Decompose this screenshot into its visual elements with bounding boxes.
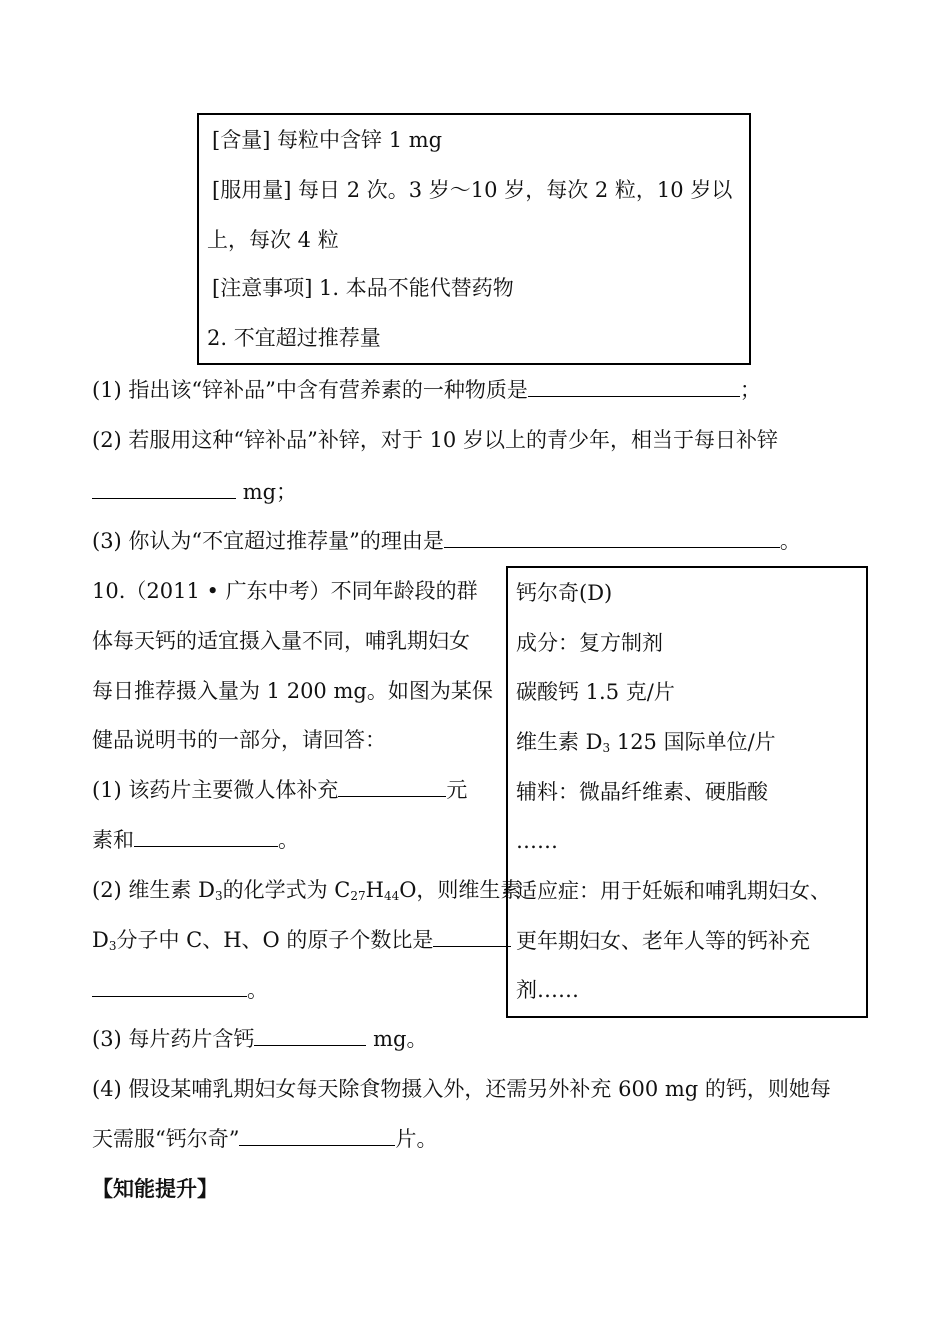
answer-blank[interactable]	[528, 376, 740, 397]
question-text: O，则维生素	[399, 878, 522, 902]
caltrate-ingredients: 成分：复方制剂	[516, 631, 663, 655]
subscript: 3	[602, 741, 611, 755]
question-text: 素和	[92, 828, 134, 852]
subscript: 27	[350, 889, 366, 903]
label-text: 维生素 D	[516, 730, 603, 754]
caltrate-indications: 适应症：用于妊娠和哺乳期妇女、	[516, 879, 831, 903]
subscript: 44	[383, 889, 400, 903]
question-9-part-3	[92, 526, 801, 556]
zinc-notes-line: [注意事项] 1. 本品不能代替药物	[212, 276, 514, 300]
caltrate-vitamin-d3	[516, 727, 776, 757]
zinc-notes-line2: 2. 不宜超过推荐量	[207, 326, 381, 350]
caltrate-ellipsis: ……	[516, 829, 558, 853]
zinc-dosage-line-cont: 上，每次 4 粒	[207, 228, 339, 252]
question-text: (2) 维生素 D	[92, 878, 215, 902]
punctuation: ；	[739, 378, 761, 402]
question-10-intro-line3: 每日推荐摄入量为 1 200 mg。如图为某保	[92, 679, 493, 703]
answer-blank[interactable]	[92, 478, 236, 499]
answer-blank[interactable]	[444, 527, 780, 548]
question-10-part-3	[92, 1024, 427, 1054]
question-text: (3) 你认为“不宜超过推荐量”的理由是	[92, 529, 444, 553]
question-9-part-2: (2) 若服用这种“锌补品”补锌，对于 10 岁以上的青少年，相当于每日补锌	[92, 428, 778, 452]
question-9-part-2-answer	[92, 477, 297, 507]
punctuation: 。	[247, 978, 268, 1002]
caltrate-indications-cont: 更年期妇女、老年人等的钙补充	[516, 929, 810, 953]
question-text: (1) 该药片主要微人体补充	[92, 778, 339, 802]
question-text: 分子中 C、H、O 的原子个数比是	[116, 928, 434, 952]
punctuation: 。	[779, 529, 801, 553]
subscript: 3	[108, 939, 117, 953]
answer-blank[interactable]	[433, 926, 511, 947]
question-10-part-2	[92, 875, 521, 905]
unit-label: mg；	[242, 480, 298, 504]
label-text: 125 国际单位/片	[610, 730, 776, 754]
answer-blank[interactable]	[338, 776, 446, 797]
question-10-part-2-answer	[92, 975, 268, 1005]
punctuation: 。	[278, 828, 299, 852]
question-text: 天需服“钙尔奇”	[92, 1127, 240, 1151]
answer-blank[interactable]	[134, 826, 278, 847]
answer-blank[interactable]	[239, 1125, 395, 1146]
zinc-content-line: [含量] 每粒中含锌 1 mg	[212, 128, 443, 152]
question-9-part-1	[92, 375, 761, 405]
subscript: 3	[214, 889, 223, 903]
question-10-part-1-cont	[92, 825, 299, 855]
question-text: 元	[446, 778, 468, 802]
question-10-intro-line1: 10.（2011 • 广东中考）不同年龄段的群	[92, 579, 478, 603]
question-10-intro-line2: 体每天钙的适宜摄入量不同，哺乳期妇女	[92, 629, 470, 653]
question-10-part-2-cont	[92, 925, 511, 955]
caltrate-calcium-carbonate: 碳酸钙 1.5 克/片	[516, 680, 675, 704]
zinc-dosage-line: [服用量] 每日 2 次。3 岁～10 岁，每次 2 粒，10 岁以	[212, 178, 733, 202]
caltrate-name: 钙尔奇(D)	[516, 581, 613, 605]
answer-blank[interactable]	[254, 1025, 366, 1046]
question-text: (3) 每片药片含钙	[92, 1027, 255, 1051]
question-10-part-4: (4) 假设某哺乳期妇女每天除食物摄入外，还需另外补充 600 mg 的钙，则她每	[92, 1077, 831, 1101]
caltrate-indications-end: 剂……	[516, 978, 579, 1002]
question-10-intro-line4: 健品说明书的一部分，请回答：	[92, 728, 386, 752]
question-10-part-4-cont	[92, 1124, 437, 1154]
question-text: 片。	[395, 1127, 438, 1151]
question-10-part-1	[92, 775, 467, 805]
unit-label: mg。	[373, 1027, 428, 1051]
question-text: (1) 指出该“锌补品”中含有营养素的一种物质是	[92, 378, 528, 402]
question-text: H	[365, 878, 384, 902]
answer-blank[interactable]	[92, 976, 247, 997]
question-text: D	[92, 928, 109, 952]
question-text: 的化学式为 C	[222, 878, 351, 902]
section-heading: 【知能提升】	[92, 1177, 218, 1201]
caltrate-excipients: 辅料：微晶纤维素、硬脂酸	[516, 780, 768, 804]
